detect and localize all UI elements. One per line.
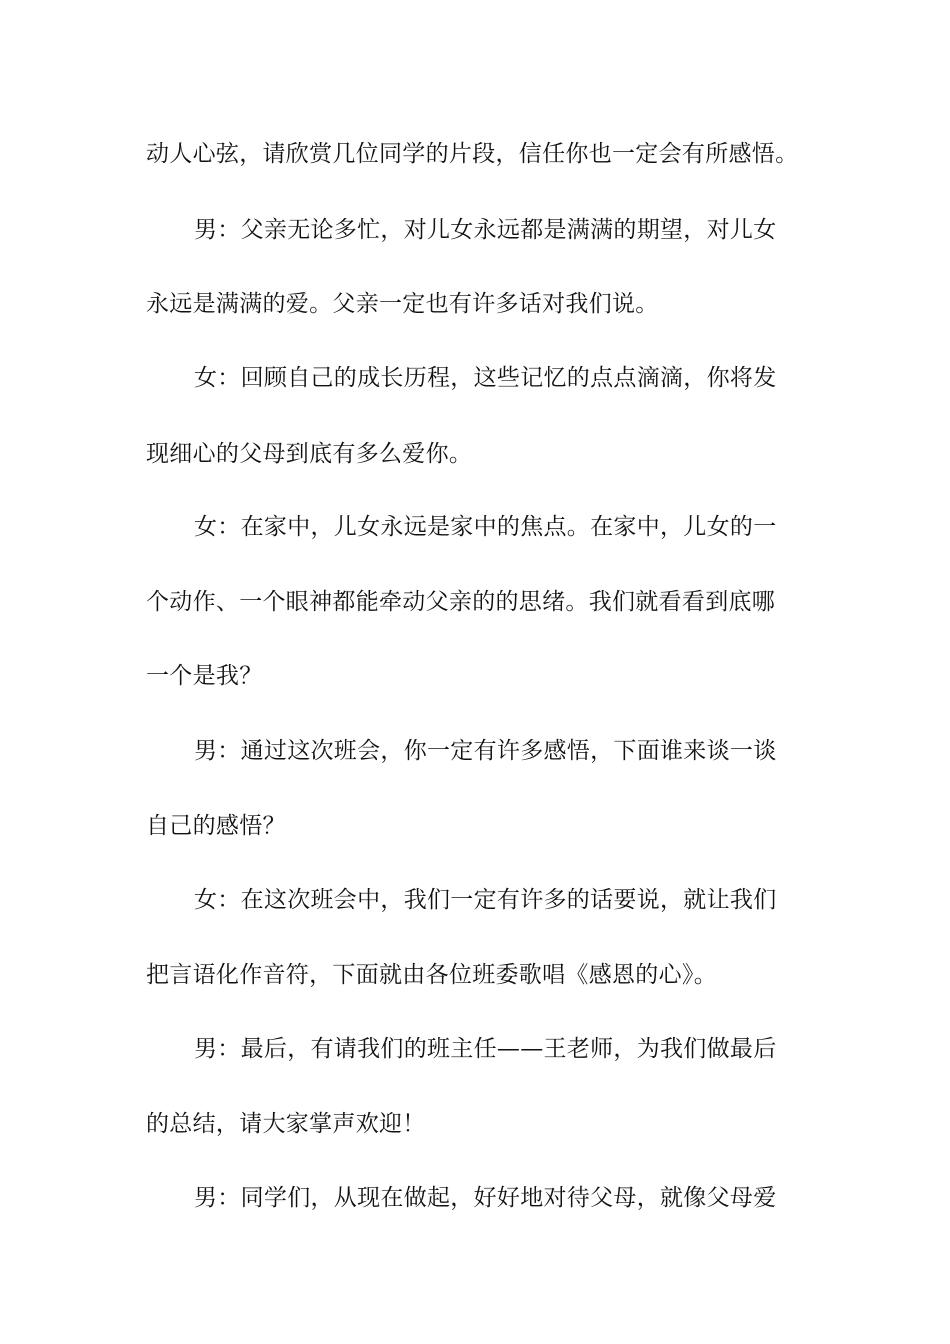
text-line: 自己的感悟？ xyxy=(146,813,286,839)
text-line: 把言语化作音符，下面就由各位班委歌唱《感恩的心》。 xyxy=(146,962,717,988)
text-line: 的总结，请大家掌声欢迎！ xyxy=(146,1111,426,1137)
text-line: 一个是我？ xyxy=(146,663,263,689)
text-line: 女：在这次班会中，我们一定有许多的话要说，就让我们 xyxy=(194,887,777,913)
text-line: 永远是满满的爱。父亲一定也有许多话对我们说。 xyxy=(146,291,659,317)
text-line: 男：父亲无论多忙，对儿女永远都是满满的期望，对儿女 xyxy=(194,217,777,243)
text-line: 动人心弦，请欣赏几位同学的片段，信任你也一定会有所感悟。 xyxy=(146,141,799,167)
text-line: 女：在家中，儿女永远是家中的焦点。在家中，儿女的一 xyxy=(194,514,777,540)
text-line: 女：回顾自己的成长历程，这些记忆的点点滴滴，你将发 xyxy=(194,365,777,391)
text-line: 男：同学们，从现在做起，好好地对待父母，就像父母爱 xyxy=(194,1185,777,1211)
text-line: 个动作、一个眼神都能牵动父亲的的思绪。我们就看看到底哪 xyxy=(146,589,776,615)
text-line: 现细心的父母到底有多么爱你。 xyxy=(146,441,473,467)
text-line: 男：通过这次班会，你一定有许多感悟，下面谁来谈一谈 xyxy=(194,738,777,764)
text-line: 男：最后，有请我们的班主任——王老师，为我们做最后 xyxy=(194,1036,777,1062)
